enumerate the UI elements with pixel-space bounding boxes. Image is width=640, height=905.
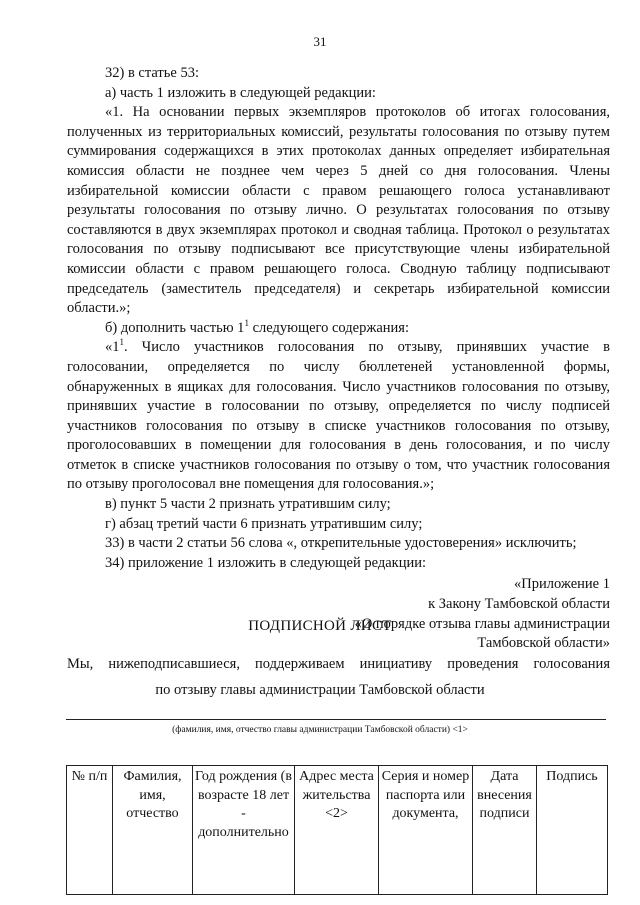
column-header-birth-year: Год рождения (в возрасте 18 лет - дополнительно — [193, 766, 295, 895]
paragraph-part1-1-text — [67, 338, 610, 495]
column-header-full-name: Фамилия, имя, отчество — [113, 766, 193, 895]
paragraph-sub-b — [67, 319, 610, 339]
paragraph-sub-a: а) часть 1 изложить в следующей редакции: — [105, 84, 376, 101]
appendix-line: «О порядке отзыва главы администрации — [354, 615, 610, 632]
sub-b-text-end: следующего содержания: — [248, 319, 410, 336]
part1-1-start: «1 — [105, 339, 120, 356]
form-intro-line2: по отзыву главы администрации Тамбовской области — [155, 682, 485, 698]
column-header-date: Дата внесения подписи — [473, 766, 537, 895]
part1-1-body: . Число участников голосования по отзыву, принявших участие в голосовании, определяется по числу бюллетеней установленной формы, обнаруженных в ящиках для голосования. Число участников голосования по отзыву, принявших участие в голосовании по отзыву, определяется по числу подписей участников голосования по отзыву в списке участников голосования по отзыву, проголосовавших в помещении для голосования в день голосования, и по числу отметок в списке участников голосования по отзыву о том, что участник голосования по отзыву проголосовал вне помещения для голосования.»; — [67, 339, 610, 493]
column-header-signature: Подпись — [537, 766, 608, 895]
column-header-number: № п/п — [67, 766, 113, 895]
paragraph-sub-g: г) абзац третий части 6 признать утратившим силу; — [105, 515, 423, 532]
appendix-line: «Приложение 1 — [514, 576, 610, 593]
page-number: 31 — [313, 34, 327, 49]
part1-1-superscript: 1 — [119, 337, 124, 348]
table-header-row — [67, 766, 608, 895]
paragraph-sub-v: в) пункт 5 части 2 признать утратившим силу; — [105, 496, 391, 513]
appendix-line: Тамбовской области» — [477, 635, 610, 652]
signature-table — [66, 765, 608, 895]
form-intro-line1: Мы, нижеподписавшиеся, поддерживаем инициативу проведения голосования — [67, 656, 610, 672]
name-fill-line — [66, 719, 606, 720]
name-fill-caption: (фамилия, имя, отчество главы администрации Тамбовской области) <1> — [172, 725, 468, 735]
paragraph-item-33: 33) в части 2 статьи 56 слова «, открепительные удостоверения» исключить; — [105, 535, 577, 552]
appendix-heading — [67, 575, 610, 653]
paragraph-item-34: 34) приложение 1 изложить в следующей редакции: — [105, 554, 427, 571]
form-title: ПОДПИСНОЙ ЛИСТ — [248, 618, 392, 634]
appendix-line: к Закону Тамбовской области — [428, 596, 610, 613]
document-body — [67, 64, 610, 654]
column-header-address: Адрес места жительства <2> — [295, 766, 379, 895]
sub-b-superscript: 1 — [244, 317, 249, 328]
paragraph-part1-text: «1. На основании первых экземпляров протоколов об итогах голосования, полученных из территориальных комиссий, результаты голосования по отзыву путем суммирования содержащихся в этих протоколах данных определяет избирательная комиссия области не позднее чем через 5 дней со дня голосования. Члены избирательной комиссии области с правом решающего голоса устанавливают результаты голосования по отзыву лично. О результатах голосования по отзыву составляются в двух экземплярах протокол и сводная таблица. Протокол о результатах голосования по отзыву подписывают все присутствующие члены избирательной комиссии области с правом решающего голоса. Сводную таблицу подписывают председатель (заместитель председателя) и секретарь избирательной комиссии области.»; — [67, 104, 610, 317]
sub-b-text: б) дополнить частью 1 — [105, 319, 245, 336]
column-header-passport: Серия и номер паспорта или документа, — [379, 766, 473, 895]
paragraph-item-32: 32) в статье 53: — [105, 65, 199, 81]
